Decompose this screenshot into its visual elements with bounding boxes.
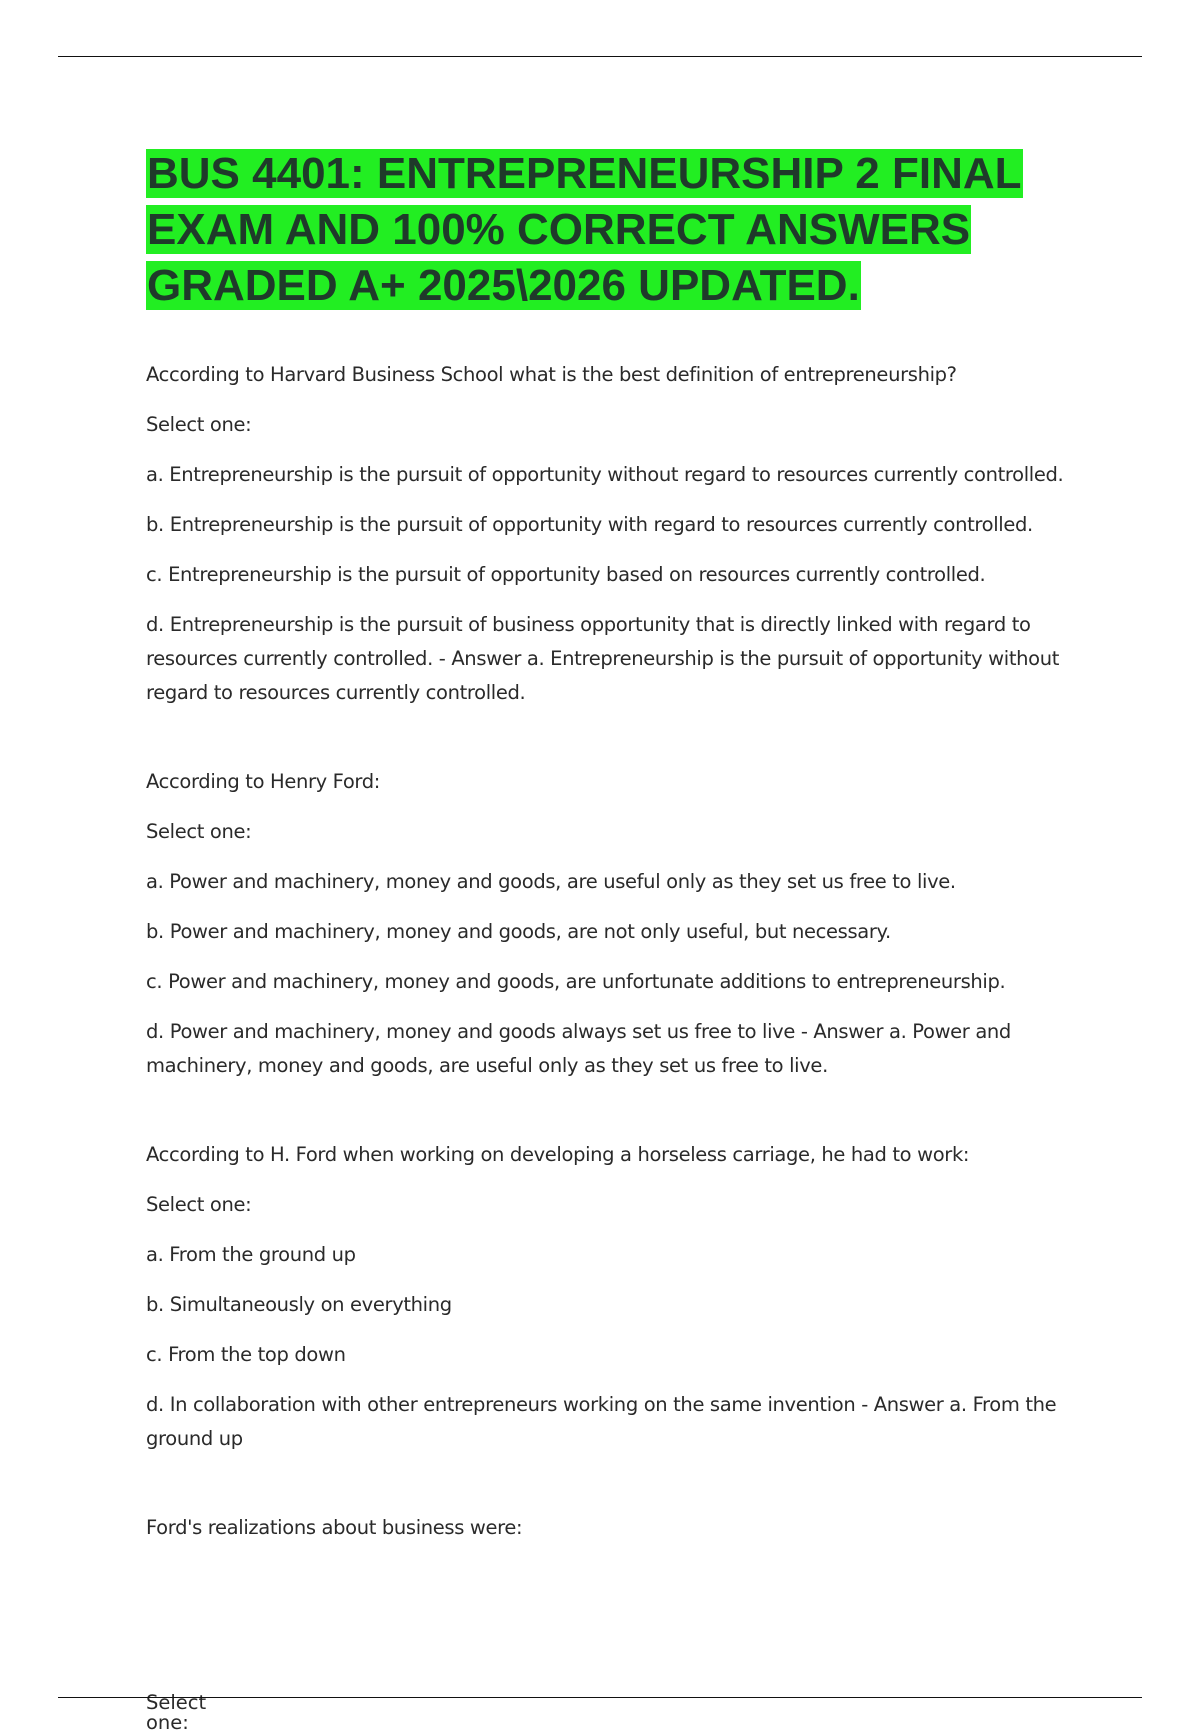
select-one-label: Select one: bbox=[146, 413, 252, 436]
select-one-label: Select one: bbox=[146, 820, 252, 843]
option-c: c. Entrepreneurship is the pursuit of opportunity based on resources currently controlled. bbox=[146, 563, 986, 586]
option-b: b. Power and machinery, money and goods, are not only useful, but necessary. bbox=[146, 920, 891, 943]
option-c: c. Power and machinery, money and goods, are unfortunate additions to entrepreneurship. bbox=[146, 970, 1006, 993]
page-cutoff-text bbox=[146, 1691, 207, 1734]
option-a: a. Entrepreneurship is the pursuit of opportunity without regard to resources currently controlled. bbox=[146, 463, 1064, 486]
option-d-with-answer: d. In collaboration with other entrepreneurs working on the same invention - Answer a. From the ground up bbox=[146, 1393, 1057, 1450]
question-prompt: According to H. Ford when working on developing a horseless carriage, he had to work: bbox=[146, 1143, 970, 1166]
header-rule bbox=[58, 56, 1142, 57]
option-d-with-answer: d. Power and machinery, money and goods always set us free to live - Answer a. Power and machinery, money and goods, are useful only as they set us free to live. bbox=[146, 1020, 1011, 1077]
question-prompt: According to Harvard Business School what is the best definition of entrepreneurship? bbox=[146, 363, 957, 386]
question-1 bbox=[146, 358, 1086, 710]
question-4 bbox=[146, 1511, 1086, 1545]
option-c: c. From the top down bbox=[146, 1343, 346, 1366]
question-2 bbox=[146, 765, 1086, 1083]
question-3 bbox=[146, 1138, 1086, 1456]
option-b: b. Entrepreneurship is the pursuit of opportunity with regard to resources currently controlled. bbox=[146, 513, 1033, 536]
title-highlight: BUS 4401: ENTREPRENEURSHIP 2 FINAL EXAM AND 100% CORRECT ANSWERS GRADED A+ 2025\2026 UPDATED. bbox=[147, 149, 1022, 310]
question-prompt: Ford's realizations about business were: bbox=[146, 1516, 523, 1539]
select-one-label-cutoff: Select one: bbox=[146, 1691, 207, 1734]
option-a: a. From the ground up bbox=[146, 1243, 356, 1266]
option-b: b. Simultaneously on everything bbox=[146, 1293, 452, 1316]
document-title bbox=[146, 146, 1086, 314]
footer-rule bbox=[58, 1697, 1142, 1698]
document-body bbox=[146, 146, 1086, 1600]
question-prompt: According to Henry Ford: bbox=[146, 770, 380, 793]
option-a: a. Power and machinery, money and goods, are useful only as they set us free to live. bbox=[146, 870, 956, 893]
option-d-with-answer: d. Entrepreneurship is the pursuit of business opportunity that is directly linked with regard to resources currently controlled. - Answer a. Entrepreneurship is the pursuit of opportunity without regard to resources currently controlled. bbox=[146, 613, 1060, 704]
select-one-label: Select one: bbox=[146, 1193, 252, 1216]
